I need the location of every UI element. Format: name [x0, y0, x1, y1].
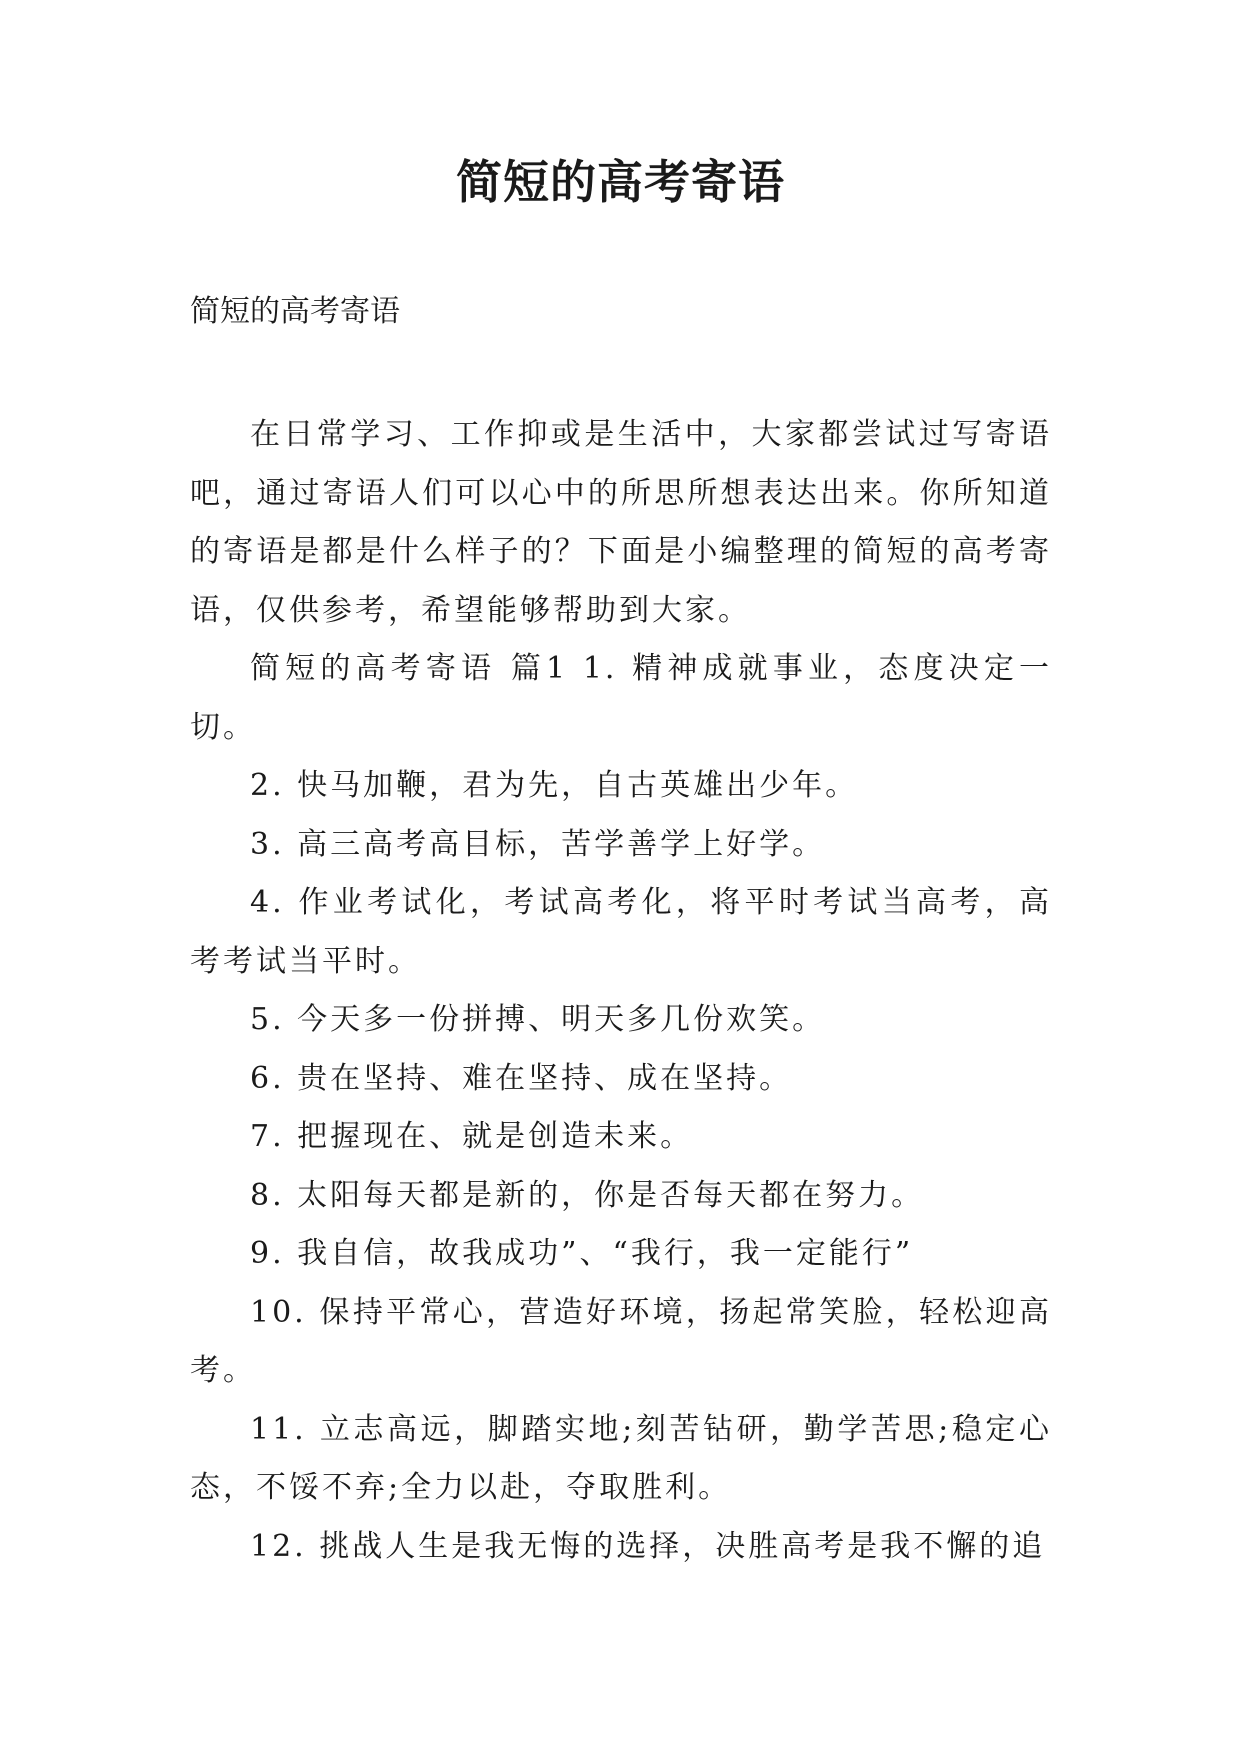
paragraph-item-1: 简短的高考寄语 篇1 1. 精神成就事业，态度决定一切。: [190, 651, 1052, 745]
paragraph-item-5: 5. 今天多一份拼搏、明天多几份欢笑。: [250, 1002, 826, 1037]
document-subtitle: 简短的高考寄语: [190, 294, 400, 329]
document-body: [190, 406, 1052, 1576]
paragraph-item-10: 10. 保持平常心，营造好环境，扬起常笑脸，轻松迎高考。: [190, 1294, 1052, 1388]
paragraph-item-12: 12. 挑战人生是我无悔的选择，决胜高考是我不懈的追: [250, 1528, 1046, 1564]
paragraph-item-7: 7. 把握现在、就是创造未来。: [250, 1119, 694, 1154]
intro-paragraph: 在日常学习、工作抑或是生活中，大家都尝试过写寄语吧，通过寄语人们可以心中的所思所想表达出来。你所知道的寄语是都是什么样子的？下面是小编整理的简短的高考寄语，仅供参考，希望能够帮助到大家。: [190, 417, 1052, 628]
paragraph-item-3: 3. 高三高考高目标，苦学善学上好学。: [250, 826, 826, 862]
paragraph-item-4: 4. 作业考试化，考试高考化，将平时考试当高考，高考考试当平时。: [190, 885, 1052, 979]
paragraph-item-2: 2. 快马加鞭，君为先，自古英雄出少年。: [250, 768, 859, 803]
paragraph-item-9: 9. 我自信，故我成功”、“我行，我一定能行”: [250, 1236, 914, 1271]
paragraph-item-8: 8. 太阳每天都是新的，你是否每天都在努力。: [250, 1177, 925, 1213]
document-title: 简短的高考寄语: [456, 155, 785, 209]
paragraph-item-11: 11. 立志高远，脚踏实地;刻苦钻研，勤学苦思;稳定心态，不馁不弃;全力以赴，夺取胜利。: [190, 1411, 1052, 1505]
paragraph-item-6: 6. 贵在坚持、难在坚持、成在坚持。: [250, 1060, 793, 1096]
